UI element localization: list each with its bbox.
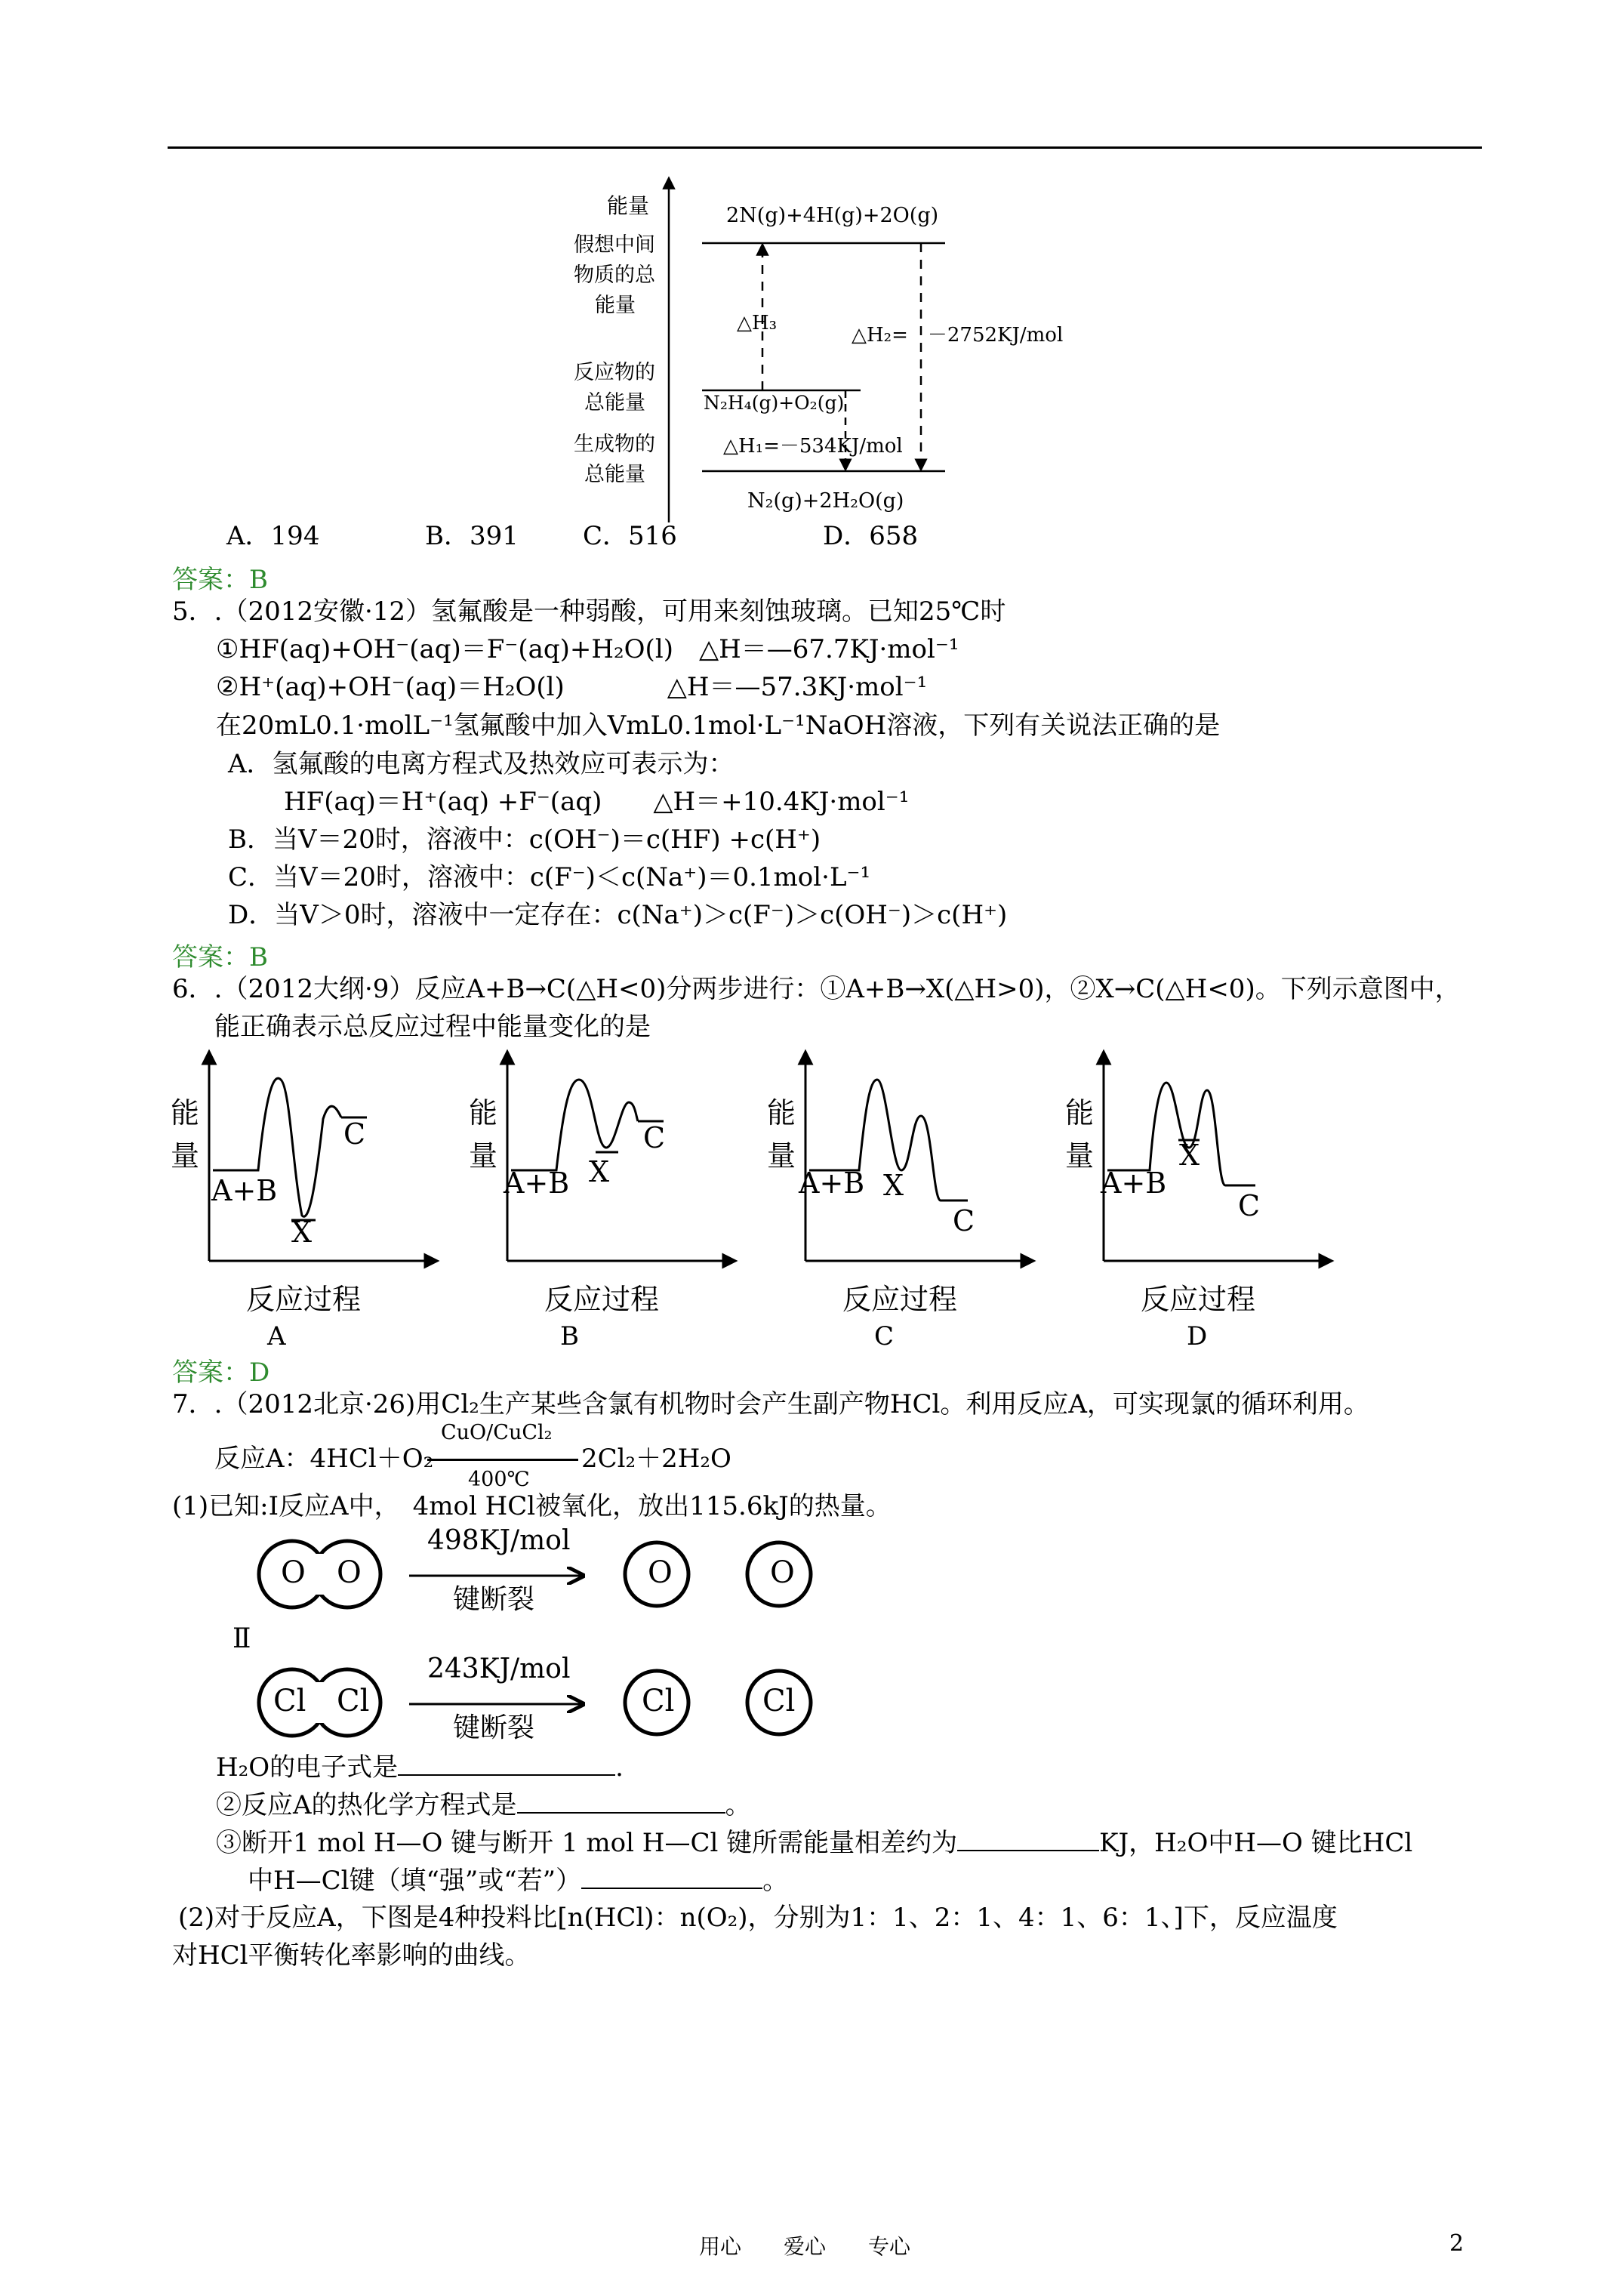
product-level-label: N₂(g)+2H₂O(g) [747, 489, 904, 513]
q7-part2-line2: 对HCl平衡转化率影响的曲线。 [172, 1940, 531, 1971]
axis-label-energy: 能量 [607, 193, 650, 218]
q7-part1-intro: (1)已知:Ⅰ反应A中， 4mol HCl被氧化，放出115.6kJ的热量。 [172, 1491, 892, 1521]
graph-b-y2: 量 [469, 1139, 498, 1173]
o-right-2: O [770, 1555, 795, 1590]
q5-stem: 5．.（2012安徽·12）氢氟酸是一种弱酸，可用来刻蚀玻璃。已知25℃时 [172, 596, 1006, 627]
o-right-1: O [648, 1555, 673, 1590]
q7-sub2-end: 。 [725, 1790, 751, 1820]
q7-stem: 7．.（2012北京·26)用Cl₂生产某些含氯有机物时会产生副产物HCl。利用反应A，可实现氯的循环利用。 [172, 1389, 1369, 1419]
graph-d [1104, 1057, 1326, 1261]
graph-d-letter: D [1187, 1321, 1208, 1351]
q7-sub1-blank[interactable] [398, 1752, 615, 1776]
q5-answer: 答案：B [172, 942, 268, 972]
footer-page-number: 2 [1449, 2230, 1464, 2257]
dH1-label: △H₁=－534KJ/mol [723, 435, 903, 458]
graph-b-x: X [589, 1155, 610, 1188]
cl-right-2: Cl [762, 1684, 796, 1718]
graph-b-ab: A+B [504, 1166, 570, 1200]
graph-b-c: C [643, 1121, 666, 1154]
dH3-label: △H₃ [737, 312, 778, 334]
q7-sub3-text-a: ③断开1 mol H—O 键与断开 1 mol H—Cl 键所需能量相差约为 [216, 1828, 958, 1858]
cl-left-1: Cl [273, 1684, 306, 1718]
graph-c-y2: 量 [767, 1139, 796, 1173]
graph-a-letter: A [267, 1321, 286, 1351]
label-intermediate-2: 物质的总 [574, 264, 655, 287]
label-intermediate-1: 假想中间 [574, 233, 655, 257]
cl-action: 键断裂 [453, 1712, 535, 1743]
q4-option-c: C．516 [583, 521, 677, 551]
cl-energy: 243KJ/mol [427, 1653, 571, 1684]
graph-c-c: C [953, 1204, 975, 1237]
cl-left-2: Cl [337, 1684, 370, 1718]
o-energy: 498KJ/mol [427, 1525, 571, 1556]
q5-condition: 在20mL0.1·molL⁻¹氢氟酸中加入VmL0.1mol·L⁻¹NaOH溶液，下列有关说法正确的是 [216, 710, 1221, 741]
graph-d-x: X [1179, 1139, 1200, 1172]
q4-option-b: B．391 [425, 521, 519, 551]
graph-a-x: X [291, 1216, 313, 1249]
graph-d-xlabel: 反应过程 [1141, 1283, 1256, 1316]
q7-sub3-blank-2[interactable] [581, 1865, 762, 1889]
roman-two: Ⅱ [233, 1623, 251, 1654]
graph-a [209, 1057, 432, 1261]
q7-sub1 [216, 1752, 624, 1783]
label-reactant-1: 反应物的 [574, 361, 655, 384]
q7-sub2 [216, 1789, 751, 1820]
label-reactant-2: 总能量 [584, 391, 645, 415]
q5-eq2: ②H⁺(aq)+OH⁻(aq)＝H₂O(l) △H＝—57.3KJ·mol⁻¹ [216, 672, 928, 702]
dH2-label: △H₂= －2752KJ/mol [852, 324, 1064, 347]
graph-a-xlabel: 反应过程 [246, 1283, 362, 1316]
q6-stem-line2: 能正确表示总反应过程中能量变化的是 [214, 1012, 651, 1042]
q7-part2-line1: (2)对于反应A，下图是4种投料比[n(HCl)：n(O₂)，分别为1：1、2：1、4：1、6：1、]下，反应温度 [178, 1903, 1338, 1933]
q7-sub2-blank[interactable] [517, 1789, 725, 1814]
cl-right-1: Cl [642, 1684, 675, 1718]
graph-c-xlabel: 反应过程 [842, 1283, 958, 1316]
graph-c-ab: A+B [799, 1166, 865, 1200]
graph-c-x: X [883, 1169, 904, 1202]
q7-sub3-text-c: 中H—Cl键（填“强”或“若”） [248, 1866, 582, 1896]
graph-c [805, 1057, 1028, 1261]
q5-option-a: A．氢氟酸的电离方程式及热效应可表示为： [228, 749, 735, 779]
q7-sub2-text: ②反应A的热化学方程式是 [216, 1790, 517, 1820]
q7-catalyst: CuO/CuCl₂ [441, 1421, 553, 1444]
graph-b-letter: B [560, 1321, 579, 1351]
q4-option-a: A．194 [226, 521, 320, 551]
energy-level-diagram [559, 174, 1132, 529]
q5-eq1: ①HF(aq)+OH⁻(aq)＝F⁻(aq)+H₂O(l) △H＝—67.7KJ·mol⁻¹ [216, 634, 959, 664]
q7-sub1-end: . [615, 1752, 624, 1783]
graph-d-y2: 量 [1065, 1139, 1095, 1173]
q5-option-b: B．当V＝20时，溶液中：c(OH⁻)＝c(HF) +c(H⁺) [228, 824, 821, 855]
q7-sub3-text-b: KJ，H₂O中H—O 键比HCl [1099, 1828, 1413, 1858]
graph-a-ab: A+B [211, 1174, 278, 1207]
q5-option-c: C．当V＝20时，溶液中：c(F⁻)＜c(Na⁺)＝0.1mol·L⁻¹ [228, 862, 871, 892]
graph-a-y2: 量 [171, 1139, 200, 1173]
q7-reaction-suffix: 2Cl₂＋2H₂O [581, 1444, 731, 1474]
graph-d-y1: 能 [1065, 1096, 1095, 1130]
q7-temperature: 400℃ [468, 1468, 530, 1491]
graph-c-y1: 能 [767, 1096, 796, 1130]
label-product-2: 总能量 [584, 463, 645, 486]
top-level-label: 2N(g)+4H(g)+2O(g) [726, 204, 939, 227]
graph-b-y1: 能 [469, 1096, 498, 1130]
q6-answer: 答案：D [172, 1358, 270, 1388]
q4-option-d: D．658 [823, 521, 919, 551]
graph-a-c: C [343, 1117, 366, 1151]
q7-reaction-prefix: 反应A：4HCl＋O₂ [214, 1444, 434, 1474]
label-product-1: 生成物的 [574, 433, 655, 456]
q4-answer: 答案：B [172, 565, 268, 595]
q5-option-a-eq: HF(aq)＝H⁺(aq) +F⁻(aq) △H＝+10.4KJ·mol⁻¹ [284, 787, 910, 817]
q7-arrow-line [427, 1459, 578, 1461]
graph-b [507, 1057, 730, 1261]
graph-c-letter: C [874, 1321, 895, 1351]
q7-sub3 [216, 1827, 1412, 1858]
reactant-level-label: N₂H₄(g)+O₂(g) [704, 392, 845, 414]
graph-b-xlabel: 反应过程 [544, 1283, 660, 1316]
o-left-2: O [337, 1555, 362, 1590]
graph-a-y1: 能 [171, 1096, 200, 1130]
q7-sub3-line2 [248, 1865, 788, 1896]
o-action: 键断裂 [453, 1584, 535, 1615]
q7-sub3-end: 。 [762, 1866, 789, 1896]
q6-stem-line1: 6．.（2012大纲·9）反应A+B→C(△H<0)分两步进行：①A+B→X(△H>0)，②X→C(△H<0)。下列示意图中， [172, 974, 1461, 1004]
q7-sub3-blank-1[interactable] [957, 1827, 1099, 1851]
q5-option-d: D．当V＞0时，溶液中一定存在：c(Na⁺)＞c(F⁻)＞c(OH⁻)＞c(H⁺) [228, 900, 1008, 930]
header-rule [168, 146, 1482, 149]
graph-d-c: C [1238, 1189, 1261, 1222]
o-left-1: O [281, 1555, 306, 1590]
footer-motto: 用心 爱心 专心 [699, 2234, 911, 2259]
label-intermediate-3: 能量 [595, 294, 636, 317]
graph-d-ab: A+B [1101, 1166, 1167, 1200]
q7-sub1-text: H₂O的电子式是 [216, 1752, 399, 1783]
